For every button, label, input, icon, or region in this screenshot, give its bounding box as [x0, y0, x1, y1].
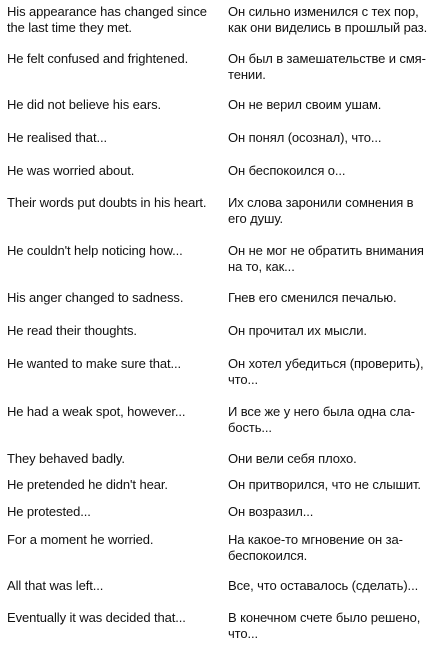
russian-translation: Гнев его сменился печалью.	[228, 290, 397, 305]
russian-translation: Он прочитал их мысли.	[228, 323, 367, 338]
english-phrase: He felt confused and frightened.	[7, 51, 189, 66]
english-phrase: He was worried about.	[7, 163, 135, 178]
russian-translation: Он сильно изменился с тех пор, как они виделись в прошлый раз.	[228, 4, 428, 35]
english-phrase: For a moment he worried.	[7, 532, 154, 547]
russian-translation: На какое-то мгновение он за- беспокоился.	[228, 532, 403, 563]
russian-translation: Он не верил своим ушам.	[228, 97, 382, 112]
english-phrase: Their words put doubts in his heart.	[7, 195, 207, 210]
russian-translation: Он притворился, что не слышит.	[228, 477, 421, 492]
english-phrase: He pretended he didn't hear.	[7, 477, 168, 492]
english-phrase: He read their thoughts.	[7, 323, 137, 338]
russian-translation: Он не мог не обратить внимания на то, как...	[228, 243, 424, 274]
russian-translation: Он понял (осознал), что...	[228, 130, 382, 145]
english-phrase: He wanted to make sure that...	[7, 356, 182, 371]
russian-translation: Все, что оставалось (сделать)...	[228, 578, 419, 593]
russian-translation: Он беспокоился о...	[228, 163, 346, 178]
english-phrase: All that was left...	[7, 578, 104, 593]
english-phrase: He had a weak spot, however...	[7, 404, 186, 419]
english-phrase: Eventually it was decided that...	[7, 610, 186, 625]
english-phrase: He couldn't help noticing how...	[7, 243, 183, 258]
russian-translation: Их слова заронили сомнения в его душу.	[228, 195, 414, 226]
english-phrase: They behaved badly.	[7, 451, 125, 466]
russian-translation: В конечном счете было решено, что...	[228, 610, 421, 641]
english-phrase: He realised that...	[7, 130, 107, 145]
english-phrase: He protested...	[7, 504, 91, 519]
russian-translation: Он хотел убедиться (проверить), что...	[228, 356, 424, 387]
russian-translation: Он возразил...	[228, 504, 314, 519]
russian-translation: Он был в замешательстве и смя- тении.	[228, 51, 426, 82]
english-phrase: He did not believe his ears.	[7, 97, 162, 112]
russian-translation: И все же у него была одна сла- бость...	[228, 404, 415, 435]
english-phrase: His anger changed to sadness.	[7, 290, 184, 305]
english-phrase: His appearance has changed since the last time they met.	[7, 4, 207, 35]
russian-translation: Они вели себя плохо.	[228, 451, 357, 466]
